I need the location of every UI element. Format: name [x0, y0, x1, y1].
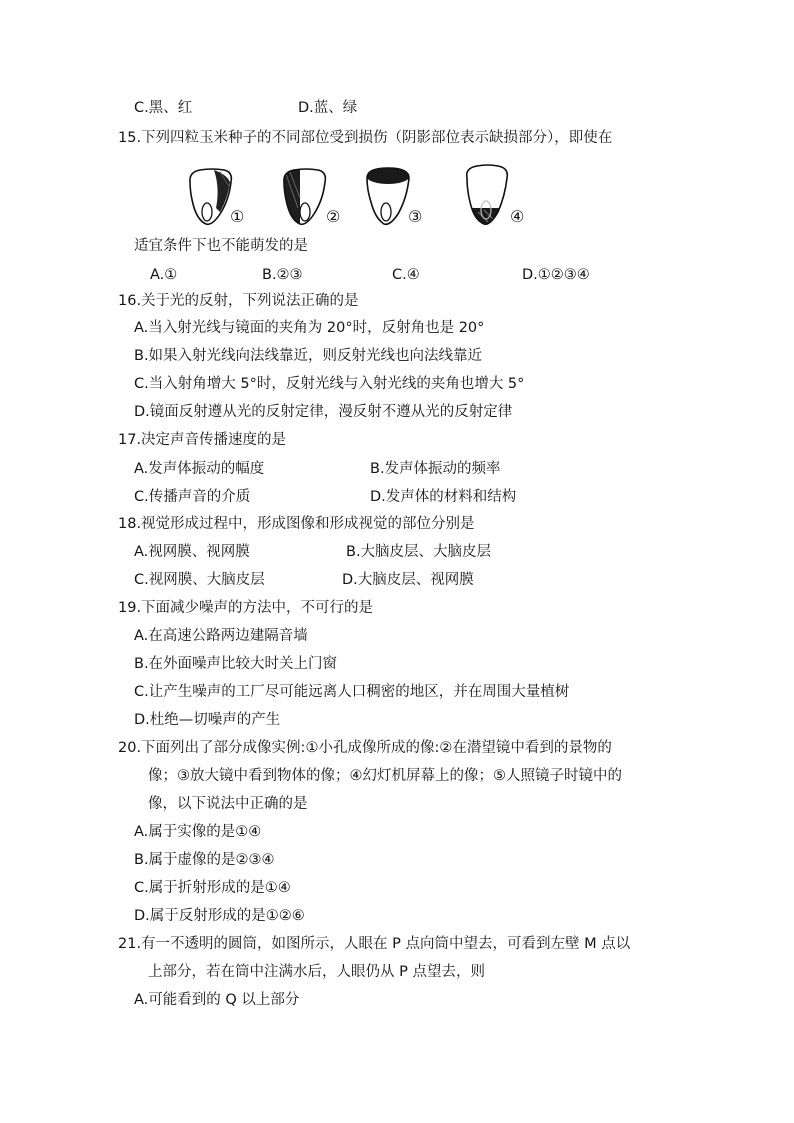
q21-option-a: A.可能看到的 Q 以上部分 [134, 992, 300, 1008]
q20-stem-line-2: 像；③放大镜中看到物体的像；④幻灯机屏幕上的像；⑤人照镜子时镜中的 [148, 768, 622, 784]
q16-option-c: C.当入射角增大 5°时，反射光线与入射光线的夹角也增大 5° [134, 376, 525, 392]
q16-option-b: B.如果入射光线向法线靠近，则反射光线也向法线靠近 [134, 348, 483, 364]
q19-option-b: B.在外面噪声比较大时关上门窗 [134, 656, 338, 672]
seed-figure-2 [280, 168, 328, 228]
q19-option-a: A.在高速公路两边建隔音墙 [134, 628, 308, 644]
q20-option-c: C.属于折射形成的是①④ [134, 880, 291, 896]
seed-label-4: ④ [510, 207, 525, 226]
q16-option-d: D.镜面反射遵从光的反射定律，漫反射不遵从光的反射定律 [134, 404, 513, 420]
q17-option-b: B.发声体振动的频率 [370, 461, 501, 477]
q14-option-d: D.蓝、绿 [298, 100, 358, 116]
q19-stem: 19.下面减少噪声的方法中，不可行的是 [118, 600, 374, 616]
q18-option-b: B.大脑皮层、大脑皮层 [346, 544, 492, 560]
q20-option-d: D.属于反射形成的是①②⑥ [134, 908, 305, 924]
seed-figure-3 [364, 166, 412, 228]
q20-option-b: B.属于虚像的是②③④ [134, 852, 275, 868]
q18-option-d: D.大脑皮层、视网膜 [342, 572, 474, 588]
corn-seed-1-icon [186, 168, 234, 228]
q18-stem: 18.视觉形成过程中，形成图像和形成视觉的部位分别是 [118, 516, 475, 532]
q15-option-d: D.①②③④ [522, 267, 590, 283]
q19-option-d: D.杜绝—切噪声的产生 [134, 712, 281, 728]
corn-seed-2-icon [280, 168, 328, 228]
seed-figure-1 [186, 168, 234, 228]
corn-seed-4-icon [462, 164, 510, 228]
seed-figure-4 [462, 164, 510, 228]
q15-option-c: C.④ [392, 267, 420, 283]
q18-option-c: C.视网膜、大脑皮层 [134, 572, 265, 588]
seed-label-1: ① [230, 207, 245, 226]
seed-label-3: ③ [408, 207, 423, 226]
q16-stem: 16.关于光的反射，下列说法正确的是 [118, 293, 359, 309]
seed-label-2: ② [326, 207, 341, 226]
q17-option-d: D.发声体的材料和结构 [370, 489, 517, 505]
q17-stem: 17.决定声音传播速度的是 [118, 432, 287, 448]
q15-option-b: B.②③ [262, 267, 303, 283]
q17-option-c: C.传播声音的介质 [134, 489, 251, 505]
q19-option-c: C.让产生噪声的工厂尽可能远离人口稠密的地区，并在周围大量植树 [134, 684, 570, 700]
q18-option-a: A.视网膜、视网膜 [134, 544, 250, 560]
q20-option-a: A.属于实像的是①④ [134, 824, 262, 840]
q16-option-a: A.当入射光线与镜面的夹角为 20°时，反射角也是 20° [134, 320, 485, 336]
corn-seed-3-icon [364, 166, 412, 228]
q15-stem: 15.下列四粒玉米种子的不同部位受到损伤（阴影部位表示缺损部分），即使在 [118, 130, 613, 146]
q20-stem-line-3: 像，以下说法中正确的是 [148, 796, 308, 812]
q21-stem-line-1: 21.有一不透明的圆筒，如图所示，人眼在 P 点向筒中望去，可看到左壁 M 点以 [118, 936, 631, 952]
q20-stem-line-1: 20.下面列出了部分成像实例:①小孔成像所成的像:②在潜望镜中看到的景物的 [118, 740, 612, 756]
q15-option-a: A.① [150, 267, 178, 283]
q17-option-a: A.发声体振动的幅度 [134, 461, 265, 477]
q21-stem-line-2: 上部分，若在筒中注满水后，人眼仍从 P 点望去，则 [148, 964, 485, 980]
q15-stem-continued: 适宜条件下也不能萌发的是 [134, 238, 308, 254]
q14-option-c: C.黑、红 [134, 100, 193, 116]
